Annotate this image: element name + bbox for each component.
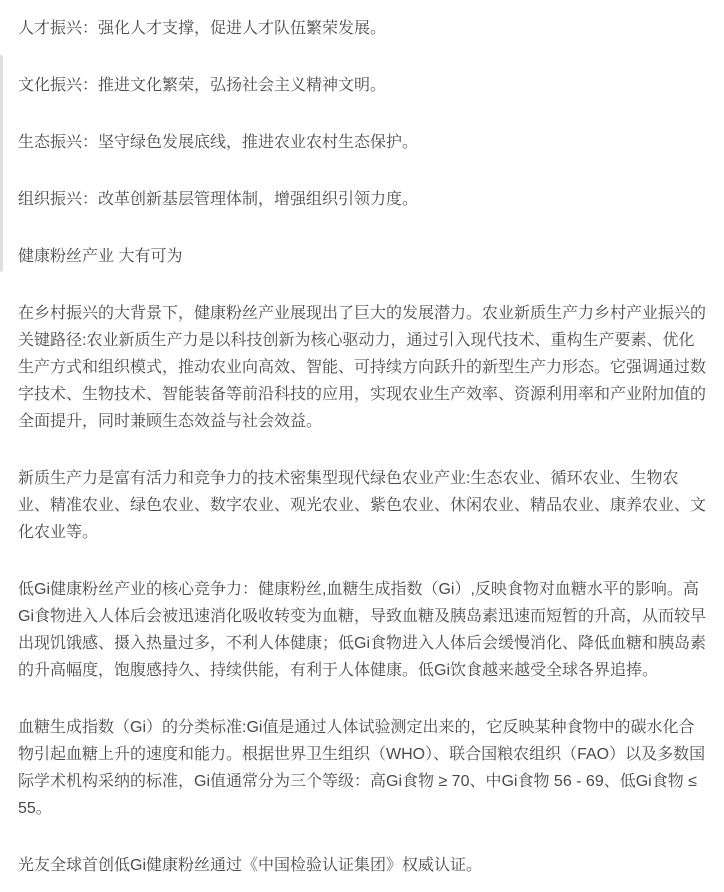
- paragraph-industry-potential-new-productivity: 在乡村振兴的大背景下，健康粉丝产业展现出了巨大的发展潜力。农业新质生产力乡村产业振兴的关键路径:农业新质生产力是以科技创新为核心驱动力，通过引入现代技术、重构生产要素、优化生产方式和组织模式，推动农业向高效、智能、可持续方向跃升的新型生产力形态。它强调通过数字技术、生物技术、智能装备等前沿科技的应用，实现农业生产效率、资源利用率和产业附加值的全面提升，同时兼顾生态效益与社会效益。: [18, 305, 707, 430]
- paragraph-talent-revitalization: 人才振兴：强化人才支撑，促进人才队伍繁荣发展。: [18, 20, 387, 37]
- paragraph-gi-classification-standard: 血糖生成指数（Gi）的分类标准:Gi值是通过人体试验测定出来的，它反映某种食物中的碳水化合物引起血糖上升的速度和能力。根据世界卫生组织（WHO）、联合国粮农组织（FAO）以及多数国际学术机构采纳的标准，Gi值通常分为三个等级：高Gi食物 ≥ 70、中Gi食物 56 - 69、低Gi食物 ≤ 55。: [18, 719, 706, 817]
- paragraph-culture-revitalization: 文化振兴：推进文化繁荣，弘扬社会主义精神文明。: [18, 77, 387, 94]
- paragraph-certification: 光友全球首创低Gi健康粉丝通过《中国检验认证集团》权威认证。: [18, 857, 483, 874]
- paragraph-green-agriculture-types: 新质生产力是富有活力和竞争力的技术密集型现代绿色农业产业:生态农业、循环农业、生物农业、精准农业、绿色农业、数字农业、观光农业、紫色农业、休闲农业、精品农业、康养农业、文化农业等。: [18, 470, 707, 541]
- paragraph-ecology-revitalization: 生态振兴：坚守绿色发展底线，推进农业农村生态保护。: [18, 134, 419, 151]
- left-edge-scrollbar-sliver[interactable]: [0, 55, 3, 272]
- paragraph-organization-revitalization: 组织振兴：改革创新基层管理体制，增强组织引领力度。: [18, 191, 419, 208]
- heading-healthy-vermicelli-industry: 健康粉丝产业 大有可为: [18, 248, 183, 265]
- paragraph-low-gi-core-competitiveness: 低Gi健康粉丝产业的核心竞争力：健康粉丝,血糖生成指数（Gi）,反映食物对血糖水平的影响。高Gi食物进入人体后会被迅速消化吸收转变为血糖，导致血糖及胰岛素迅速而短暂的升高，从而较早出现饥饿感、摄入热量过多，不利人体健康；低Gi食物进入人体后会缓慢消化、降低血糖和胰岛素的升高幅度，饱腹感持久、持续供能，有利于人体健康。低Gi饮食越来越受全球各界追捧。: [18, 581, 707, 679]
